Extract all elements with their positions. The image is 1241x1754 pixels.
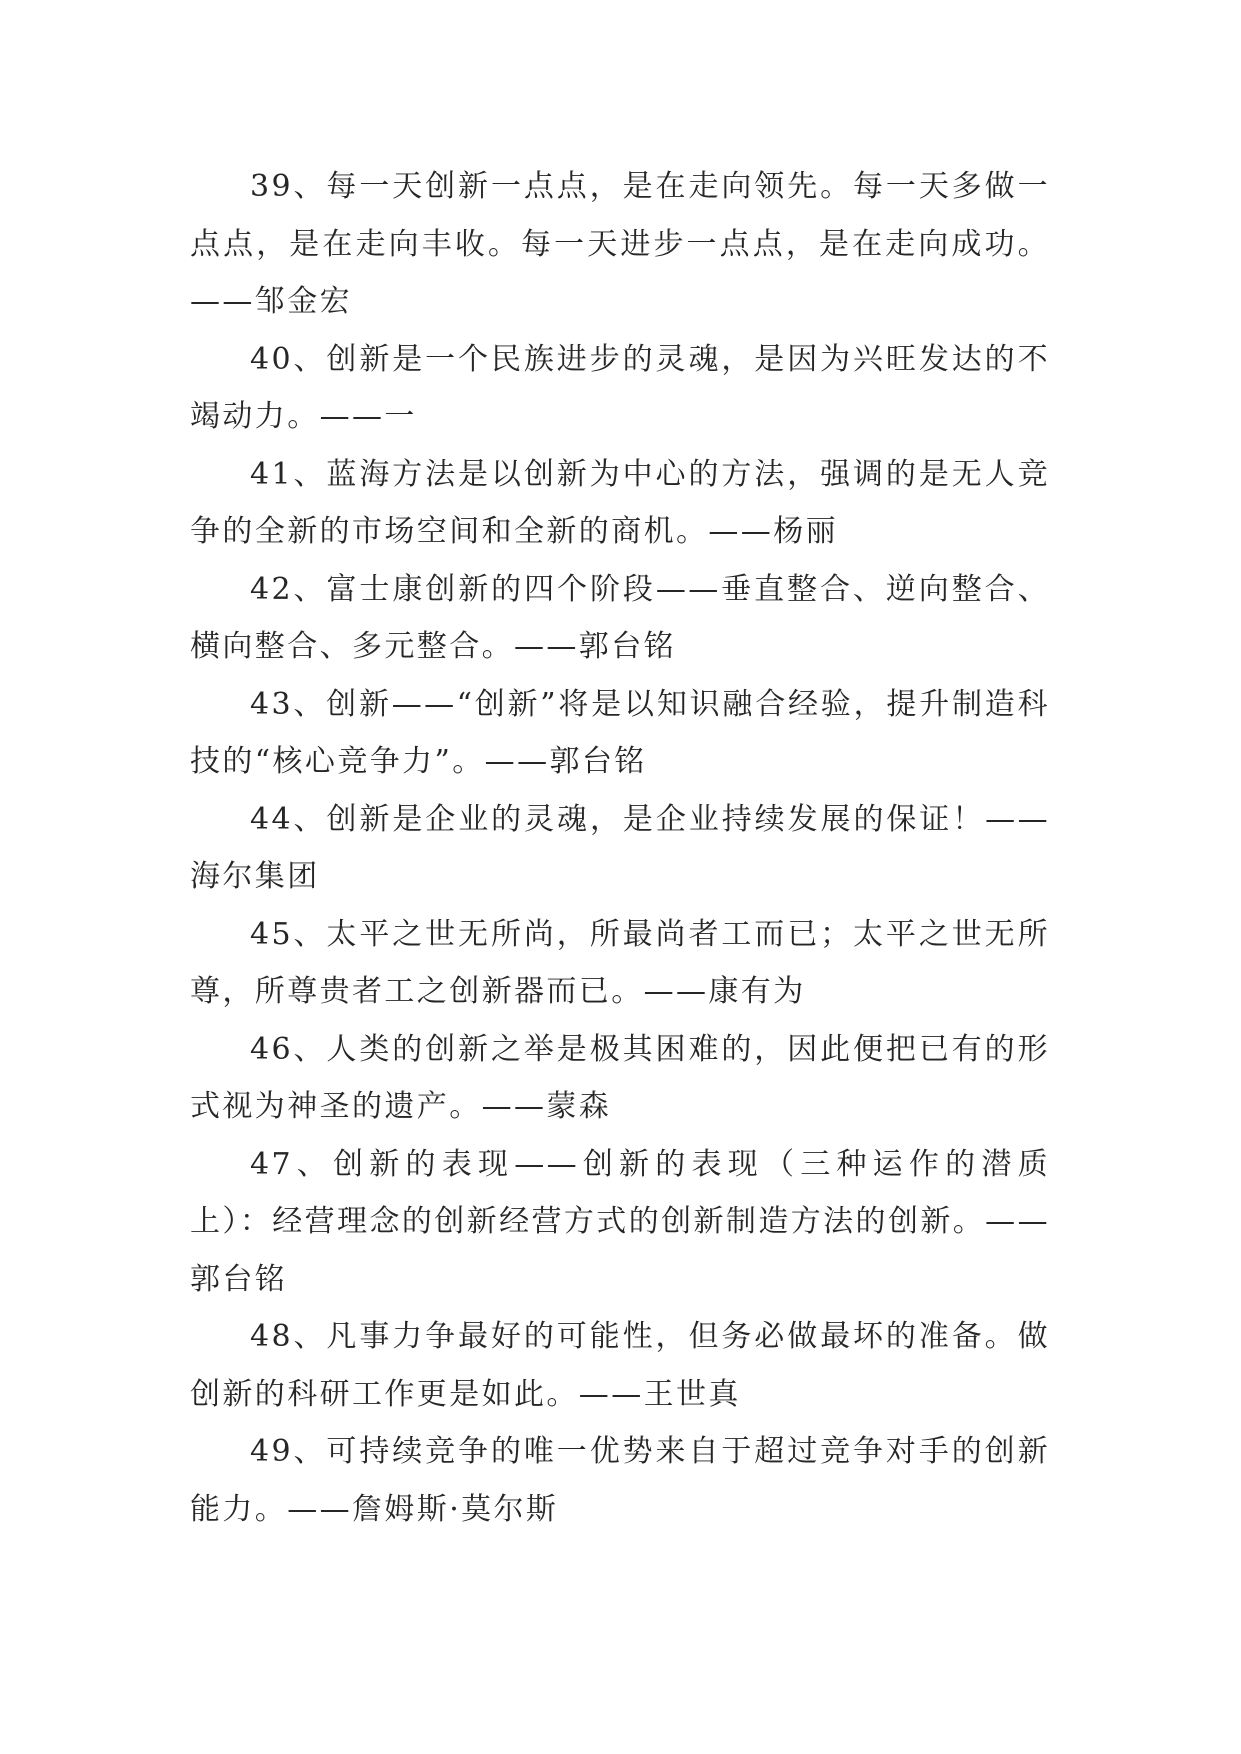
quote-45: 45、太平之世无所尚，所最尚者工而已；太平之世无所尊，所尊贵者工之创新器而已。——康有为: [190, 916, 1050, 1009]
quote-39: 39、每一天创新一点点，是在走向领先。每一天多做一点点，是在走向丰收。每一天进步一点点，是在走向成功。——邹金宏: [190, 169, 1050, 319]
quote-44: 44、创新是企业的灵魂，是企业持续发展的保证！——海尔集团: [190, 801, 1050, 894]
quote-47: 47、创新的表现——创新的表现（三种运作的潜质上）：经营理念的创新经营方式的创新制造方法的创新。——郭台铭: [190, 1146, 1050, 1297]
quote-list: [190, 158, 1050, 1538]
quote-41: 41、蓝海方法是以创新为中心的方法，强调的是无人竞争的全新的市场空间和全新的商机。——杨丽: [190, 456, 1050, 549]
quote-46: 46、人类的创新之举是极其困难的，因此便把已有的形式视为神圣的遗产。——蒙森: [190, 1031, 1050, 1124]
quote-48: 48、凡事力争最好的可能性，但务必做最坏的准备。做创新的科研工作更是如此。——王世真: [190, 1319, 1050, 1412]
quote-43: 43、创新——“创新”将是以知识融合经验，提升制造科技的“核心竞争力”。——郭台铭: [190, 686, 1050, 779]
quote-42: 42、富士康创新的四个阶段——垂直整合、逆向整合、横向整合、多元整合。——郭台铭: [190, 571, 1050, 664]
quote-40: 40、创新是一个民族进步的灵魂，是因为兴旺发达的不竭动力。——一: [190, 341, 1050, 434]
quote-49: 49、可持续竞争的唯一优势来自于超过竞争对手的创新能力。——詹姆斯·莫尔斯: [190, 1434, 1050, 1527]
